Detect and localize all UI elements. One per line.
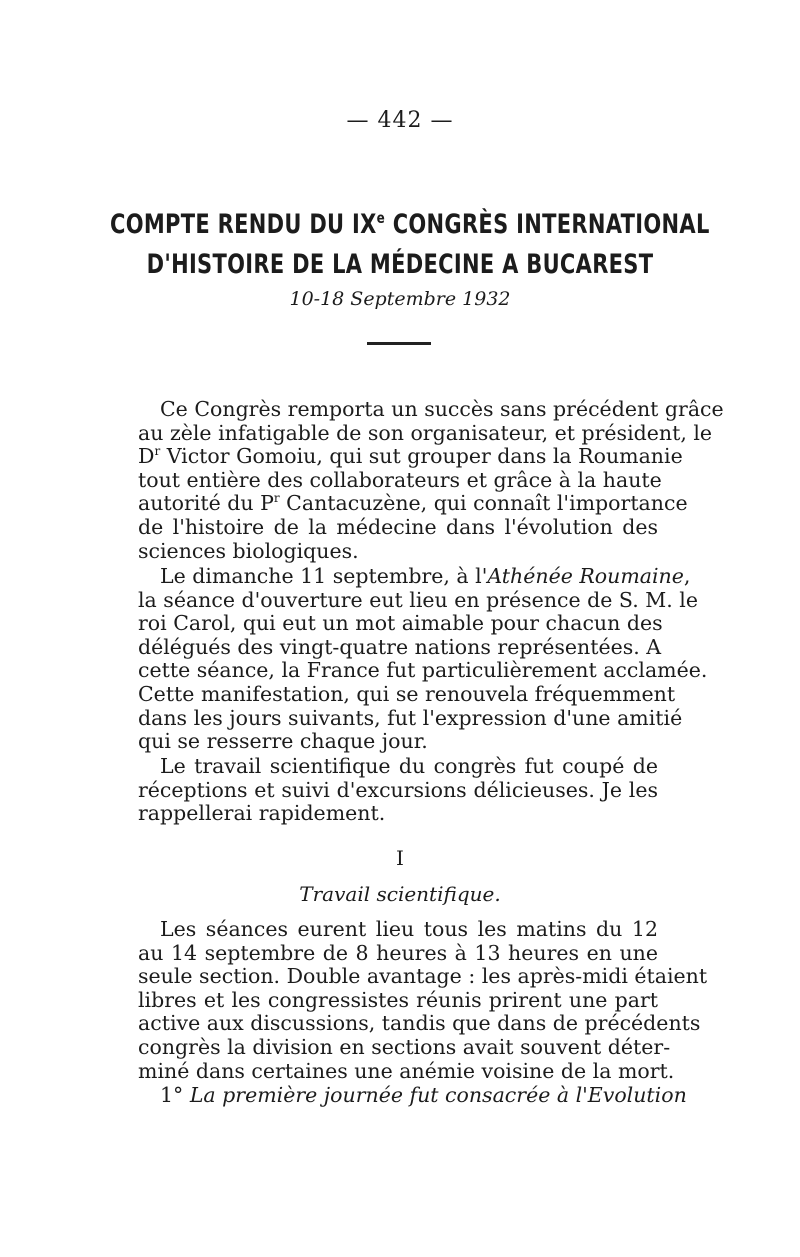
- text-line: dans les jours suivants, fut l'expression d'une amitié: [138, 705, 683, 730]
- text-line: la séance d'ouverture eut lieu en présence de S. M. le: [138, 587, 698, 612]
- text-fragment: ,: [683, 564, 691, 588]
- text-line: de l'histoire de la médecine dans l'évolution des: [138, 514, 658, 539]
- text-line: [138, 564, 691, 589]
- text-line: [138, 1083, 687, 1108]
- text-fragment: Cantacuzène, qui connaît l'importance: [279, 491, 688, 516]
- title-line-1: [110, 209, 710, 239]
- text-line: qui se resserre chaque jour.: [138, 729, 428, 754]
- title-line-1-end: CONGRÈS INTERNATIONAL: [385, 209, 710, 239]
- superscript: r: [154, 444, 161, 459]
- text-line: seule section. Double avantage : les après-midi étaient: [138, 964, 708, 989]
- title-line-1-start: COMPTE RENDU DU IX: [110, 209, 377, 239]
- text-line: Ce Congrès remporta un succès sans précédent grâce: [160, 397, 724, 421]
- congress-dates: 10-18 Septembre 1932: [289, 288, 511, 310]
- text-fragment: D: [138, 444, 155, 469]
- text-line: roi Carol, qui eut un mot aimable pour chacun des: [138, 611, 663, 636]
- text-line: Les séances eurent lieu tous les matins du 12: [160, 917, 658, 941]
- list-ordinal: 1°: [160, 1083, 190, 1107]
- text-line: sciences biologiques.: [138, 538, 359, 563]
- text-line: Cette manifestation, qui se renouvela fréquemment: [138, 681, 676, 706]
- text-line: rappellerai rapidement.: [138, 801, 386, 826]
- text-line: réceptions et suivi d'excursions délicieuses. Je les: [138, 777, 658, 802]
- text-fragment: autorité du P: [138, 491, 274, 516]
- superscript: r: [273, 491, 280, 506]
- paragraph-1: [138, 397, 724, 563]
- text-line: libres et les congressistes réunis prirent une part: [138, 987, 658, 1012]
- text-line: active aux discussions, tandis que dans de précédents: [138, 1011, 701, 1036]
- text-fragment: Le dimanche 11 septembre, à l': [160, 564, 488, 588]
- text-line: miné dans certaines une anémie voisine de la mort.: [138, 1058, 675, 1083]
- text-line: [138, 444, 683, 469]
- text-line: congrès la division en sections avait souvent déter-: [138, 1034, 671, 1059]
- section-number: I: [396, 846, 404, 870]
- text-line: au 14 septembre de 8 heures à 13 heures en une: [138, 940, 658, 965]
- text-line: cette séance, la France fut particulièrement acclamée.: [138, 658, 708, 683]
- text-line: [138, 491, 688, 516]
- title-line-2: D'HISTOIRE DE LA MÉDECINE A BUCAREST: [146, 249, 654, 279]
- italic-place-name: Athénée Roumaine: [487, 564, 684, 588]
- paragraph-3: [138, 755, 658, 826]
- text-line: Le travail scientifique du congrès fut coupé de: [160, 754, 658, 778]
- italic-text: La première journée fut consacrée à l'Evolution: [189, 1083, 687, 1107]
- section-title: Travail scientifique.: [299, 882, 501, 906]
- page-number: — 442 —: [346, 108, 454, 133]
- text-line: délégués des vingt-quatre nations représentées. A: [138, 634, 662, 659]
- paragraph-5: [138, 1083, 687, 1108]
- title-rule-divider: [367, 342, 431, 345]
- text-line: tout entière des collaborateurs et grâce à la haute: [138, 467, 662, 492]
- paragraph-4: [138, 917, 708, 1083]
- paragraph-2: [138, 564, 708, 754]
- text-fragment: Victor Gomoiu, qui sut grouper dans la Roumanie: [160, 444, 683, 469]
- text-line: au zèle infatigable de son organisateur, et président, le: [138, 420, 713, 445]
- title-ordinal-superscript: e: [376, 209, 386, 227]
